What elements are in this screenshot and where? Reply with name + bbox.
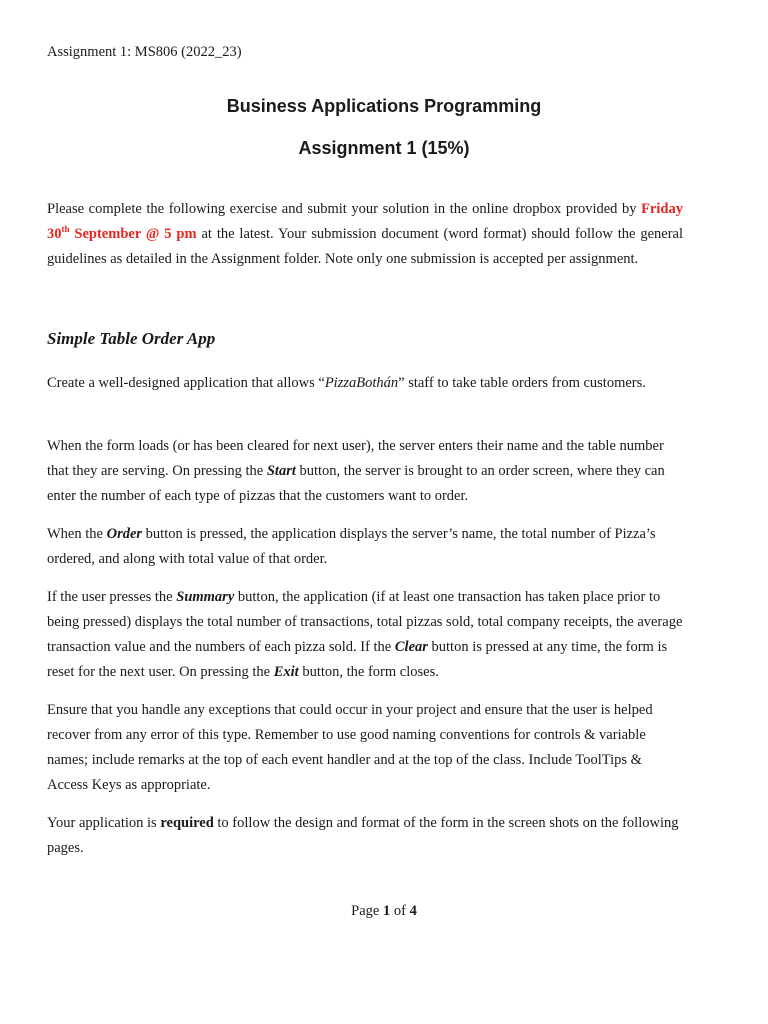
- paragraph-requirements: [47, 811, 683, 861]
- p6-after: to follow the design and format of the form in the screen shots on the following pages.: [47, 815, 679, 856]
- document-subtitle: Assignment 1 (15%): [298, 138, 470, 158]
- paragraph-order: [47, 522, 683, 572]
- clear-keyword: Clear: [394, 639, 428, 655]
- p2-after: button, the server is brought to an order screen, where they can enter the number of each type of pizzas that the customers want to order.: [47, 463, 665, 504]
- paragraph-summary: [47, 585, 683, 685]
- p4-c: button is pressed at any time, the form is reset for the next user. On pressing the: [47, 639, 668, 680]
- p1-after: ” staff to take table orders from customers.: [398, 375, 646, 391]
- required-keyword: required: [160, 815, 214, 831]
- p1-before: Create a well-designed application that allows “: [47, 375, 325, 391]
- deadline-rest: September @ 5 pm: [69, 226, 197, 242]
- current-page-number: 1: [382, 903, 391, 919]
- order-keyword: Order: [106, 526, 143, 542]
- summary-keyword: Summary: [176, 589, 235, 605]
- page-header: Assignment 1: MS806 (2022_23): [47, 44, 242, 60]
- page-footer: [0, 903, 768, 920]
- p6-before: Your application is: [47, 815, 161, 831]
- intro-paragraph: [47, 197, 683, 272]
- document-title: Business Applications Programming: [226, 96, 542, 116]
- intro-text-before: Please complete the following exercise and submit your solution in the online dropbox provided by: [47, 201, 642, 217]
- paragraph-exceptions: Ensure that you handle any exceptions that could occur in your project and ensure that the user is helped recover from any error of this type. Remember to use good naming conventions for controls & variable names; include remarks at the top of each event handler and at the top of the class. Include ToolTips & Access Keys as appropriate.: [47, 702, 653, 793]
- p4-d: button, the form closes.: [298, 664, 439, 680]
- footer-page-word: Page: [351, 903, 383, 919]
- p4-b: button, the application (if at least one transaction has taken place prior to being pressed) displays the total number of transactions, total pizzas sold, total company receipts, the average transaction value and the numbers of each pizza sold. If the: [47, 589, 683, 655]
- p3-before: When the: [47, 526, 107, 542]
- p4-a: If the user presses the: [47, 589, 177, 605]
- p3-after: button is pressed, the application displays the server’s name, the total number of Pizza’s ordered, and along with total value of that order.: [47, 526, 656, 567]
- paragraph-intro-app: [47, 371, 683, 396]
- total-page-count: 4: [409, 903, 417, 919]
- deadline-superscript: th: [61, 224, 70, 235]
- start-keyword: Start: [266, 463, 296, 479]
- exit-keyword: Exit: [273, 664, 299, 680]
- section-title: Simple Table Order App: [47, 329, 216, 348]
- footer-of-word: of: [390, 903, 410, 919]
- brand-name: PizzaBothán: [324, 375, 399, 391]
- deadline-day: Friday 30: [47, 201, 683, 242]
- paragraph-form-load: [47, 434, 683, 509]
- intro-text-after: at the latest. Your submission document (word format) should follow the general guidelines as detailed in the Assignment folder. Note only one submission is accepted per assignment.: [47, 226, 683, 267]
- p2-before: When the form loads (or has been cleared for next user), the server enters their name and the table number that they are serving. On pressing the: [47, 438, 664, 479]
